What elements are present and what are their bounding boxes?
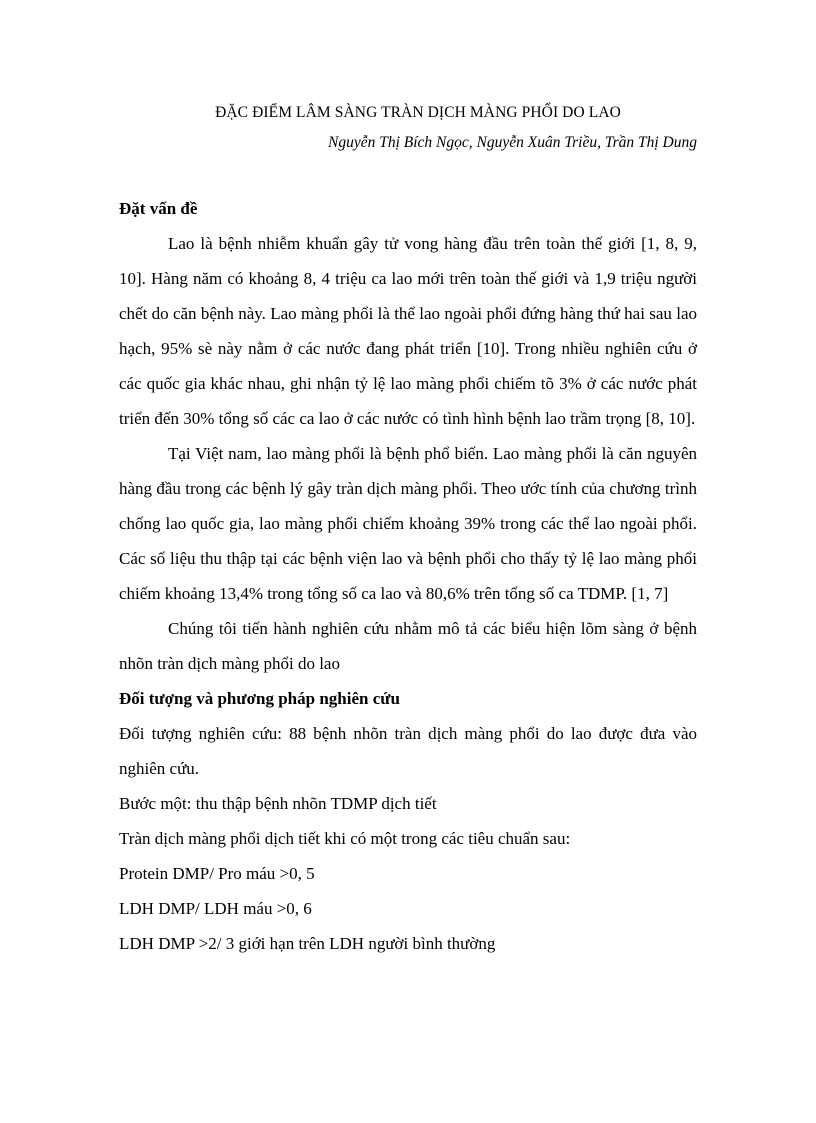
document-title: ĐẶC ĐIỂM LÂM SÀNG TRÀN DỊCH MÀNG PHỔI DO LAO: [215, 104, 621, 121]
body-line: Đối tượng nghiên cứu: 88 bệnh nhõn tràn dịch màng phổi do lao được đưa vào nghiên cứu.: [119, 724, 697, 778]
section-heading-dat-van-de: Đặt vấn đề: [119, 199, 198, 218]
body-line: Tràn dịch màng phổi dịch tiết khi có một trong các tiêu chuẩn sau:: [119, 829, 571, 848]
author-list: Nguyễn Thị Bích Ngọc, Nguyễn Xuân Triều, Trần Thị Dung: [328, 134, 697, 151]
criteria-line: LDH DMP/ LDH máu >0, 6: [119, 899, 312, 918]
paragraph: Tại Việt nam, lao màng phổi là bệnh phổ biến. Lao màng phổi là căn nguyên hàng đầu trong các bệnh lý gây tràn dịch màng phổi. Theo ước tính của chương trình chống lao quốc gia, lao màng phổi chiếm khoảng 39% trong các thể lao ngoài phổi. Các số liệu thu thập tại các bệnh viện lao và bệnh phổi cho thấy tỷ lệ lao màng phổi chiếm khoảng 13,4% trong tổng số ca lao và 80,6% trên tổng số ca TDMP. [1, 7]: [119, 444, 697, 603]
body-line: Bước một: thu thập bệnh nhõn TDMP dịch tiết: [119, 794, 437, 813]
document-page: [119, 104, 697, 961]
criteria-line: LDH DMP >2/ 3 giới hạn trên LDH người bình thường: [119, 934, 496, 953]
paragraph: Lao là bệnh nhiễm khuẩn gây tử vong hàng đầu trên toàn thế giới [1, 8, 9, 10]. Hàng năm có khoảng 8, 4 triệu ca lao mới trên toàn thế giới và 1,9 triệu người chết do căn bệnh này. Lao màng phổi là thể lao ngoài phổi đứng hàng thứ hai sau lao hạch, 95% sè này nằm ở các nước đang phát triển [10]. Trong nhiều nghiên cứu ở các quốc gia khác nhau, ghi nhận tỷ lệ lao màng phổi chiếm tõ 3% ở các nước phát triển đến 30% tổng số các ca lao ở các nước có tình hình bệnh lao trầm trọng [8, 10].: [119, 234, 697, 428]
section-heading-doi-tuong: Đối tượng và phương pháp nghiên cứu: [119, 689, 400, 708]
criteria-line: Protein DMP/ Pro máu >0, 5: [119, 864, 315, 883]
paragraph: Chúng tôi tiến hành nghiên cứu nhằm mô tả các biểu hiện lõm sàng ở bệnh nhõn tràn dịch màng phổi do lao: [119, 619, 697, 673]
